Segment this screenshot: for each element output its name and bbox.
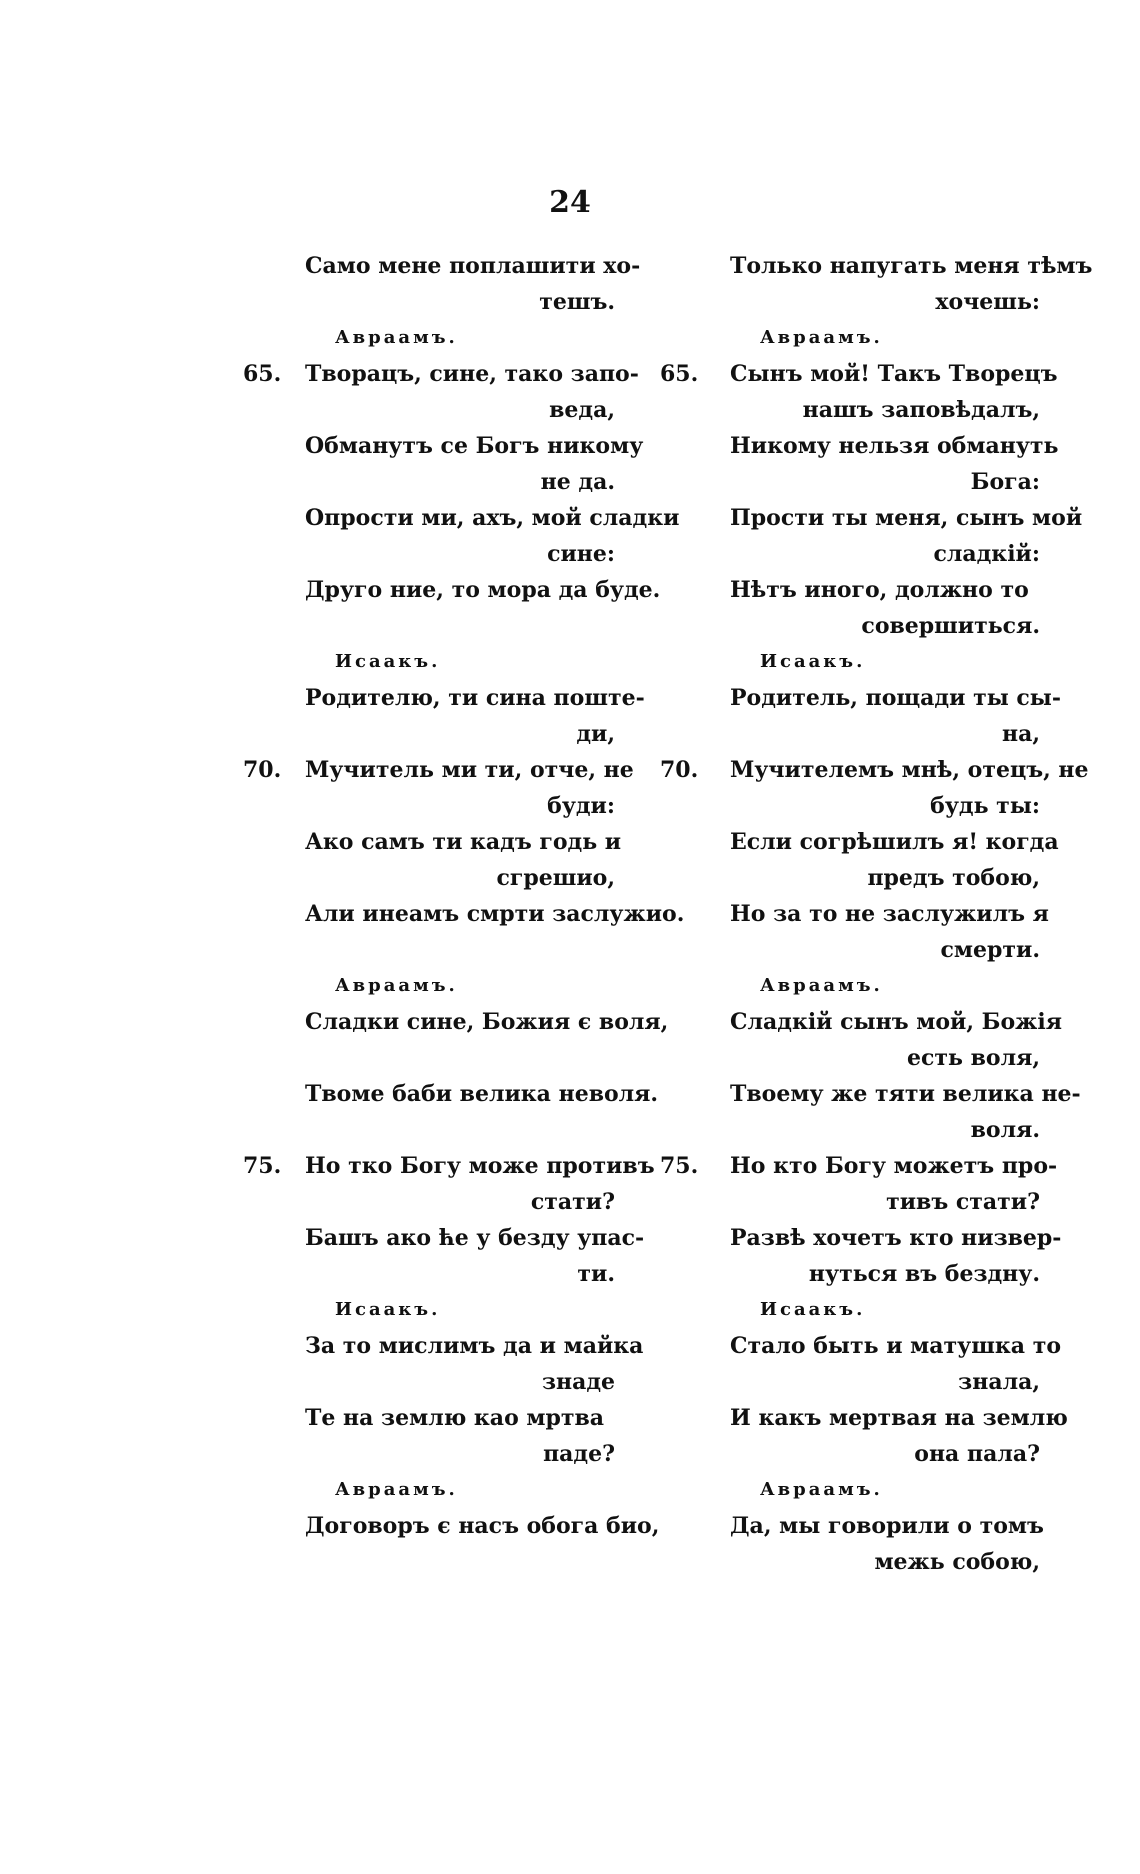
line-text: нашъ заповѣдалъ, — [802, 397, 1040, 423]
line-text: хочешь: — [935, 289, 1040, 315]
line-text: воля. — [970, 1117, 1040, 1143]
line-text: И какъ мертвая на землю — [730, 1405, 1068, 1431]
verse-line — [235, 608, 615, 644]
verse-line — [660, 248, 1093, 284]
line-text: Твоему же тяти велика не- — [730, 1081, 1081, 1107]
line-text: Договоръ є насъ обога био, — [305, 1513, 660, 1539]
line-text: Авраамъ. — [335, 975, 458, 996]
verse-line — [235, 572, 661, 608]
line-text: сгрешио, — [496, 865, 615, 891]
verse-line — [235, 284, 615, 320]
speaker-name — [235, 320, 615, 356]
verse-line — [660, 1328, 1061, 1364]
line-text: Но кто Богу можетъ про- — [730, 1153, 1058, 1179]
verse-line — [660, 1436, 1040, 1472]
line-text: нуться въ бездну. — [808, 1261, 1040, 1287]
line-text: Стало быть и матушка то — [730, 1333, 1061, 1359]
speaker-name — [660, 968, 1040, 1004]
verse-line — [660, 500, 1083, 536]
speaker-name — [235, 968, 615, 1004]
verse-line — [235, 1436, 615, 1472]
verse-line — [235, 752, 634, 788]
line-text: Исаакъ. — [760, 1299, 866, 1320]
line-text: Али инеамъ смрти заслужио. — [305, 901, 685, 927]
line-text: Только напугать меня тѣмъ — [730, 253, 1093, 279]
line-text: Сладкій сынъ мой, Божія — [730, 1009, 1062, 1035]
verse-line — [235, 500, 680, 536]
verse-line — [235, 248, 641, 284]
verse-line — [660, 824, 1059, 860]
verse-line — [235, 536, 615, 572]
line-text: есть воля, — [907, 1045, 1040, 1071]
verse-line — [235, 1148, 655, 1184]
line-number: 65. — [660, 361, 699, 387]
line-text: веда, — [549, 397, 615, 423]
line-text: будь ты: — [930, 793, 1040, 819]
line-number: 75. — [660, 1153, 699, 1179]
verse-line — [660, 1004, 1062, 1040]
verse-line — [235, 1400, 615, 1436]
line-number: 75. — [243, 1153, 282, 1179]
verse-line — [235, 860, 615, 896]
line-text: паде? — [543, 1441, 615, 1467]
verse-line — [660, 1076, 1081, 1112]
verse-line — [235, 1112, 615, 1148]
right-column-russian-text — [660, 248, 1093, 1580]
line-text: Исаакъ. — [335, 1299, 441, 1320]
verse-line — [235, 1328, 644, 1364]
line-text: Если согрѣшилъ я! когда — [730, 829, 1059, 855]
verse-line — [235, 1256, 615, 1292]
line-text: буди: — [547, 793, 615, 819]
verse-line — [660, 1184, 1040, 1220]
verse-line — [235, 1076, 659, 1112]
line-text: Те на землю као мртва — [305, 1405, 605, 1431]
line-text: Ако самъ ти кадъ годь и — [305, 829, 622, 855]
line-text: сладкій: — [933, 541, 1040, 567]
verse-line — [660, 1220, 1062, 1256]
line-text: Мучителемъ мнѣ, отецъ, не — [730, 757, 1089, 783]
verse-line — [660, 680, 1061, 716]
line-text: Родителю, ти сина поште- — [305, 685, 645, 711]
verse-line — [660, 896, 1049, 932]
line-text: Само мене поплашити хо- — [305, 253, 641, 279]
verse-line — [235, 1004, 669, 1040]
line-text: Но за то не заслужилъ я — [730, 901, 1049, 927]
line-text: тешъ. — [539, 289, 615, 315]
verse-line — [235, 1040, 615, 1076]
line-text: совершиться. — [861, 613, 1040, 639]
line-text: За то мислимъ да и майка — [305, 1333, 644, 1359]
line-text: Опрости ми, ахъ, мой сладки — [305, 505, 680, 531]
line-text: на, — [1001, 721, 1040, 747]
verse-line — [235, 1220, 645, 1256]
speaker-name — [235, 1472, 615, 1508]
speaker-name — [660, 320, 1040, 356]
line-text: она пала? — [914, 1441, 1040, 1467]
line-text: межь собою, — [874, 1549, 1040, 1575]
line-text: Обманутъ се Богъ никому — [305, 433, 644, 459]
line-text: Авраамъ. — [760, 327, 883, 348]
verse-line — [235, 1364, 615, 1400]
verse-line — [660, 572, 1040, 608]
verse-line — [235, 680, 645, 716]
line-text: смерти. — [940, 937, 1040, 963]
line-text: Творацъ, сине, тако запо- — [305, 361, 639, 387]
speaker-name — [660, 644, 1040, 680]
line-text: Авраамъ. — [335, 1479, 458, 1500]
verse-line — [660, 392, 1040, 428]
verse-line — [660, 1112, 1040, 1148]
line-text: ди, — [576, 721, 615, 747]
verse-line — [660, 428, 1059, 464]
verse-line — [235, 1184, 615, 1220]
verse-line — [660, 1400, 1068, 1436]
line-text: Бога: — [970, 469, 1040, 495]
verse-line — [660, 1544, 1040, 1580]
line-text: Никому нельзя обмануть — [730, 433, 1059, 459]
line-text: Родитель, пощади ты сы- — [730, 685, 1061, 711]
line-text: Нѣтъ иного, должно то — [730, 577, 1029, 603]
verse-line — [660, 1364, 1040, 1400]
line-text: не да. — [540, 469, 615, 495]
speaker-name — [235, 644, 615, 680]
verse-line — [660, 1256, 1040, 1292]
line-text: Но тко Богу може противъ — [305, 1153, 655, 1179]
verse-line — [235, 356, 639, 392]
line-text: Мучитель ми ти, отче, не — [305, 757, 634, 783]
speaker-name — [235, 1292, 615, 1328]
verse-line — [660, 608, 1040, 644]
line-text: Авраамъ. — [335, 327, 458, 348]
verse-line — [235, 1508, 660, 1544]
verse-line — [235, 392, 615, 428]
verse-line — [660, 464, 1040, 500]
line-text: ти. — [577, 1261, 615, 1287]
verse-line — [235, 824, 622, 860]
line-text: Развѣ хочетъ кто низвер- — [730, 1225, 1062, 1251]
verse-line — [235, 716, 615, 752]
line-text: стати? — [530, 1189, 615, 1215]
speaker-name — [660, 1472, 1040, 1508]
line-text: Исаакъ. — [760, 651, 866, 672]
verse-line — [235, 932, 615, 968]
line-text: Друго ние, то мора да буде. — [305, 577, 661, 603]
speaker-name — [660, 1292, 1040, 1328]
verse-line — [660, 284, 1040, 320]
line-text: сине: — [547, 541, 615, 567]
verse-line — [660, 1508, 1044, 1544]
verse-line — [660, 1148, 1058, 1184]
line-text: Исаакъ. — [335, 651, 441, 672]
line-text: Прости ты меня, сынъ мой — [730, 505, 1083, 531]
left-column-serbian-text — [235, 248, 685, 1544]
line-text: Авраамъ. — [760, 975, 883, 996]
verse-line — [235, 896, 685, 932]
verse-line — [660, 1040, 1040, 1076]
line-text: знаде — [541, 1369, 615, 1395]
verse-line — [235, 788, 615, 824]
line-text: Твоме баби велика неволя. — [305, 1081, 659, 1107]
line-text: тивъ стати? — [886, 1189, 1040, 1215]
line-text: Авраамъ. — [760, 1479, 883, 1500]
verse-line — [660, 536, 1040, 572]
verse-line — [660, 752, 1089, 788]
line-text: знала, — [958, 1369, 1040, 1395]
verse-line — [660, 716, 1040, 752]
verse-line — [235, 464, 615, 500]
line-number: 70. — [243, 757, 282, 783]
line-text: Да, мы говорили о томъ — [730, 1513, 1044, 1539]
verse-line — [660, 860, 1040, 896]
line-number: 70. — [660, 757, 699, 783]
verse-line — [660, 356, 1058, 392]
line-text: Сладки сине, Божия є воля, — [305, 1009, 669, 1035]
verse-line — [660, 788, 1040, 824]
page-number: 24 — [549, 185, 591, 220]
verse-line — [660, 932, 1040, 968]
line-number: 65. — [243, 361, 282, 387]
verse-line — [235, 428, 644, 464]
line-text: Сынъ мой! Такъ Творецъ — [730, 361, 1058, 387]
line-text: предъ тобою, — [867, 865, 1040, 891]
line-text: Башъ ако ће у безду упас- — [305, 1225, 645, 1251]
